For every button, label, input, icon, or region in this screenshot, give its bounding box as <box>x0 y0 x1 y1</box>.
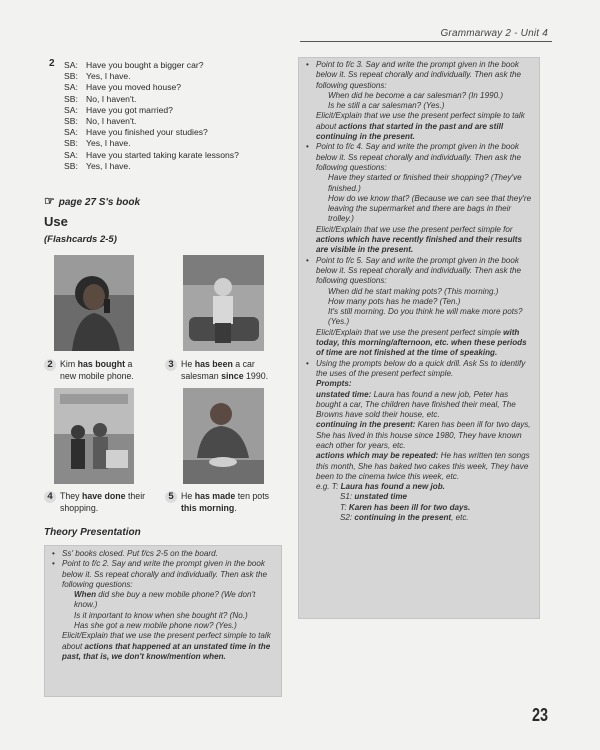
dialogue-line <box>64 71 239 82</box>
running-title: Grammarway 2 - Unit 4 <box>440 28 548 39</box>
speaker-text: Yes, I have. <box>86 138 131 149</box>
students-book-reference: ☞ page 27 S's book <box>44 194 141 208</box>
header-rule <box>300 41 552 42</box>
dialogue <box>64 60 239 172</box>
dialogue-line <box>64 105 239 116</box>
woman-on-phone-image <box>54 255 134 351</box>
dialogue-line <box>64 116 239 127</box>
flashcard-2-photo <box>54 255 134 351</box>
potter-image <box>183 388 264 484</box>
right-instruction-text: • Point to f/c 3. Say and write the prompt given in the book below it. Ss repeat chorally and individually. Then ask the following questions: When did he become a car salesman? (In 1990.) Is he still a car salesman? (Yes.) Elicit/Explain that we use the present perfect simple to talk about actions that started in the past and are still continuing in the present. • Point to f/c 4. Say and write the prompt given in the book below it. Ss repeat chorally and individually. Then ask the following questions: Have they started or finished their shopping? (They've finished.) How do we know that? (Because we can see that they're leaving the supermarket and there are bags in their trolley.) Elicit/Explain that we use the present perfect simple for actions which have recently finished and their results are visible in the present. • Point to f/c 5. Say and write the prompt given in the book below it. Ss repeat chorally and individually. Then ask the following questions: When did he start making pots? (This morning.) How many pots has he made? (Ten.) It's still morning. Do you think he will make more pots? (Yes.) Elicit/Explain that we use the present perfect simple with today, this morning/afternoon, etc. when these periods of time are not finished at the time of speaking. • Using the prompts below do a quick drill. Ask Ss to identify the uses of the present perfect simple. Prompts: unstated time: Laura has found a new job, Peter has bought a car, The children have finished their meal, The Browns have sold their house, etc. continuing in the present: Karen has been ill for two days, She has lived in this house since 1980, They have known each other for years, etc. actions which may be repeated: He has written ten songs this month, She has baked two cakes this week, They have been to the cinema twice this week, etc. e.g. T: Laura has found a new job. S1: unstated time T: Karen has been ill for two days. S2: continuing in the present, etc. <box>304 60 534 523</box>
left-instruction-text: • Ss' books closed. Put f/cs 2-5 on the board. • Point to f/c 2. Say and write the prompt given in the book below it. Ss repeat chorally and individually. Then ask the following questions: When did she buy a new mobile phone? (We don't know.) Is it important to know when she bought it? (No.) Has she got a new mobile phone now? (Yes.) Elicit/Explain that we use the present perfect simple to talk about actions that happened at an unstated time in the past, that is, we don't know/mention when. <box>50 549 276 662</box>
flashcard-3-photo <box>183 255 264 351</box>
theory-presentation-heading: Theory Presentation <box>44 527 141 538</box>
speaker-text: Have you started taking karate lessons? <box>86 149 239 160</box>
dialogue-line <box>64 60 239 71</box>
speaker-label: SA: <box>64 60 78 70</box>
speaker-label: SB: <box>64 71 78 82</box>
speaker-label: SA: <box>64 149 78 160</box>
dialogue-line <box>64 138 239 149</box>
speaker-text: Yes, I have. <box>86 160 131 171</box>
dialogue-line <box>64 82 239 93</box>
page-header <box>0 0 600 44</box>
speaker-label: SA: <box>64 104 78 115</box>
speaker-text: No, I haven't. <box>86 93 137 104</box>
speaker-text: Have you got married? <box>86 104 173 115</box>
speaker-text: Have you bought a bigger car? <box>86 60 204 70</box>
dialogue-number: 2 <box>49 58 55 69</box>
speaker-label: SA: <box>64 127 78 138</box>
flashcard-4-photo <box>54 388 134 484</box>
car-salesman-image <box>183 255 264 351</box>
speaker-label: SB: <box>64 115 78 126</box>
speaker-label: SA: <box>64 82 78 93</box>
dialogue-line <box>64 94 239 105</box>
speaker-label: SB: <box>64 160 78 171</box>
use-heading: Use <box>44 214 68 229</box>
flashcards-label: (Flashcards 2-5) <box>44 234 117 245</box>
speaker-label: SB: <box>64 93 78 104</box>
flashcard-5-photo <box>183 388 264 484</box>
page-number: 23 <box>531 705 548 725</box>
speaker-text: Yes, I have. <box>86 71 131 82</box>
dialogue-line <box>64 150 239 161</box>
speaker-text: No, I haven't. <box>86 115 137 126</box>
speaker-label: SB: <box>64 138 78 149</box>
dialogue-line <box>64 127 239 138</box>
speaker-text: Have you moved house? <box>86 82 182 93</box>
speaker-text: Have you finished your studies? <box>86 127 208 138</box>
dialogue-line <box>64 161 239 172</box>
pointing-hand-icon: ☞ <box>44 194 55 208</box>
shopping-couple-image <box>54 388 134 484</box>
